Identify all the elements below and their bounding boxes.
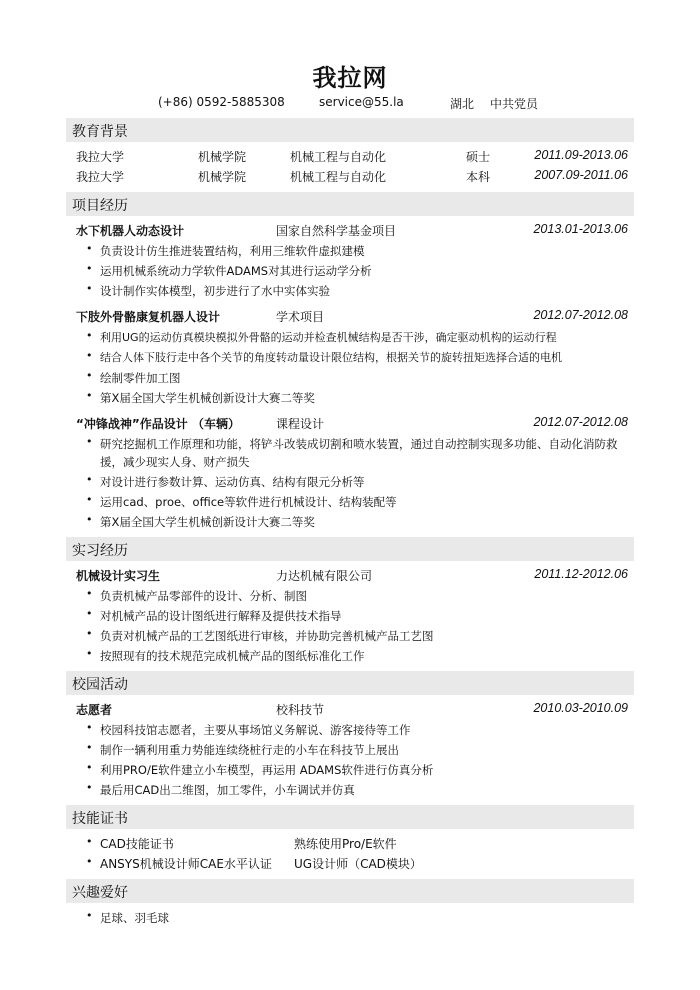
date: 2013.01-2013.06 (533, 222, 628, 236)
bullet-icon: • (86, 909, 93, 922)
list-item (0, 780, 700, 798)
bullet-icon: • (86, 513, 93, 526)
bullet-icon: • (86, 607, 93, 620)
list-item (0, 586, 700, 604)
date: 2010.03-2010.09 (533, 701, 628, 715)
project-name: “冲锋战神”作品设计 （车辆） (76, 417, 240, 431)
list-item (0, 261, 700, 279)
list-item (0, 492, 700, 510)
skill-item: ANSYS机械设计师CAE水平认证 (100, 857, 272, 871)
bullet-text: 校园科技馆志愿者，主要从事场馆义务解说、游客接待等工作 (100, 723, 411, 737)
project-heading (0, 307, 700, 325)
company-name: 力达机械有限公司 (276, 569, 373, 583)
school: 我拉大学 (76, 150, 125, 164)
political-status: 中共党员 (490, 97, 539, 111)
bullet-icon: • (86, 262, 93, 275)
location: 湖北 (450, 97, 475, 111)
list-item (0, 348, 700, 366)
education-row (0, 147, 700, 165)
project-type: 学术项目 (276, 310, 325, 324)
section-title: 技能证书 (72, 811, 128, 827)
list-item (0, 328, 700, 346)
date: 2012.07-2012.08 (533, 308, 628, 322)
skill-row (0, 854, 700, 872)
education-row (0, 167, 700, 185)
bullet-icon: • (86, 389, 93, 402)
bullet-text: 负责对机械产品的工艺图纸进行审核，并协助完善机械产品工艺图 (100, 629, 434, 643)
phone: (+86) 0592-5885308 (158, 95, 285, 109)
bullet-icon: • (86, 329, 93, 342)
campus-heading (0, 700, 700, 718)
bullet-icon: • (86, 627, 93, 640)
major: 机械工程与自动化 (290, 150, 387, 164)
bullet-text: 制作一辆利用重力势能连续绕桩行走的小车在科技节上展出 (100, 743, 399, 757)
bullet-text: 按照现有的技术规范完成机械产品的图纸标准化工作 (100, 649, 365, 663)
bullet-text: 研究挖掘机工作原理和功能，将铲斗改装成切割和喷水装置，通过自动控制实现多功能、自动化消防救援，减少现实人身、财产损失 (100, 437, 618, 469)
date: 2012.07-2012.08 (533, 415, 628, 429)
degree: 本科 (466, 170, 491, 184)
degree: 硕士 (466, 150, 491, 164)
section-title: 实习经历 (72, 543, 128, 559)
college: 机械学院 (198, 170, 247, 184)
bullet-text: 对机械产品的设计图纸进行解释及提供技术指导 (100, 609, 342, 623)
date: 2007.09-2011.06 (534, 168, 628, 182)
project-type: 国家自然科学基金项目 (276, 224, 397, 238)
list-item (0, 740, 700, 758)
bullet-icon: • (86, 587, 93, 600)
bullet-icon: • (86, 855, 93, 868)
list-item (0, 281, 700, 299)
list-item (0, 646, 700, 664)
bullet-icon: • (86, 741, 93, 754)
list-item (0, 606, 700, 624)
position-name: 机械设计实习生 (76, 569, 161, 583)
school: 我拉大学 (76, 170, 125, 184)
section-campus-header (66, 671, 634, 695)
project-heading (0, 221, 700, 239)
section-skills-header (66, 805, 634, 829)
list-item (0, 472, 700, 490)
bullet-icon: • (86, 781, 93, 794)
bullet-icon: • (86, 473, 93, 486)
project-type: 课程设计 (276, 417, 325, 431)
bullet-icon: • (86, 369, 93, 382)
list-item (0, 434, 700, 470)
skill-item: CAD技能证书 (100, 837, 174, 851)
skill-item: UG设计师（CAD模块） (294, 857, 422, 871)
bullet-icon: • (86, 282, 93, 295)
list-item (0, 626, 700, 644)
section-title: 兴趣爱好 (72, 885, 128, 901)
list-item (0, 388, 700, 406)
section-title: 项目经历 (72, 198, 128, 214)
project-name: 水下机器人动态设计 (76, 224, 185, 238)
bullet-text: 运用机械系统动力学软件ADAMS对其进行运动学分析 (100, 264, 372, 278)
organization: 校科技节 (276, 703, 325, 717)
list-item (0, 908, 700, 926)
bullet-text: 负责机械产品零部件的设计、分析、制图 (100, 589, 307, 603)
bullet-icon: • (86, 721, 93, 734)
bullet-text: 负责设计仿生推进装置结构，利用三维软件虚拟建模 (100, 244, 365, 258)
skill-row (0, 834, 700, 852)
bullet-icon: • (86, 835, 93, 848)
college: 机械学院 (198, 150, 247, 164)
email: service@55.la (319, 95, 404, 109)
bullet-icon: • (86, 242, 93, 255)
bullet-text: 足球、羽毛球 (100, 911, 169, 925)
list-item (0, 241, 700, 259)
internship-heading (0, 566, 700, 584)
bullet-text: 第X届全国大学生机械创新设计大赛二等奖 (100, 391, 315, 405)
date: 2011.09-2013.06 (534, 148, 628, 162)
section-title: 教育背景 (72, 124, 128, 140)
section-title: 校园活动 (72, 677, 128, 693)
major: 机械工程与自动化 (290, 170, 387, 184)
bullet-text: 设计制作实体模型，初步进行了水中实体实验 (100, 284, 330, 298)
bullet-icon: • (86, 647, 93, 660)
date: 2011.12-2012.06 (534, 567, 628, 581)
bullet-text: 绘制零件加工图 (100, 371, 181, 385)
section-projects-header (66, 192, 634, 216)
skill-item: 熟练使用Pro/E软件 (294, 837, 397, 851)
list-item (0, 512, 700, 530)
bullet-text: 运用cad、proe、office等软件进行机械设计、结构装配等 (100, 495, 397, 509)
bullet-icon: • (86, 761, 93, 774)
list-item (0, 720, 700, 738)
bullet-text: 对设计进行参数计算、运动仿真、结构有限元分析等 (100, 475, 365, 489)
bullet-icon: • (86, 349, 93, 362)
bullet-text: 利用UG的运动仿真模块模拟外骨骼的运动并检查机械结构是否干涉，确定驱动机构的运动行程 (100, 331, 557, 344)
bullet-icon: • (86, 493, 93, 506)
section-hobbies-header (66, 879, 634, 903)
bullet-text: 利用PRO/E软件建立小车模型，再运用 ADAMS软件进行仿真分析 (100, 763, 434, 777)
list-item (0, 368, 700, 386)
section-internship-header (66, 537, 634, 561)
project-heading (0, 414, 700, 432)
bullet-text: 最后用CAD出二维图，加工零件，小车调试并仿真 (100, 783, 355, 797)
list-item (0, 760, 700, 778)
section-education-header (66, 118, 634, 142)
bullet-text: 第X届全国大学生机械创新设计大赛二等奖 (100, 515, 315, 529)
candidate-name: 我拉网 (312, 64, 388, 92)
bullet-icon: • (86, 435, 93, 448)
bullet-text: 结合人体下肢行走中各个关节的角度转动量设计限位结构，根据关节的旋转扭矩选择合适的电机 (100, 351, 562, 364)
project-name: 下肢外骨骼康复机器人设计 (76, 310, 221, 324)
role-name: 志愿者 (76, 703, 113, 717)
